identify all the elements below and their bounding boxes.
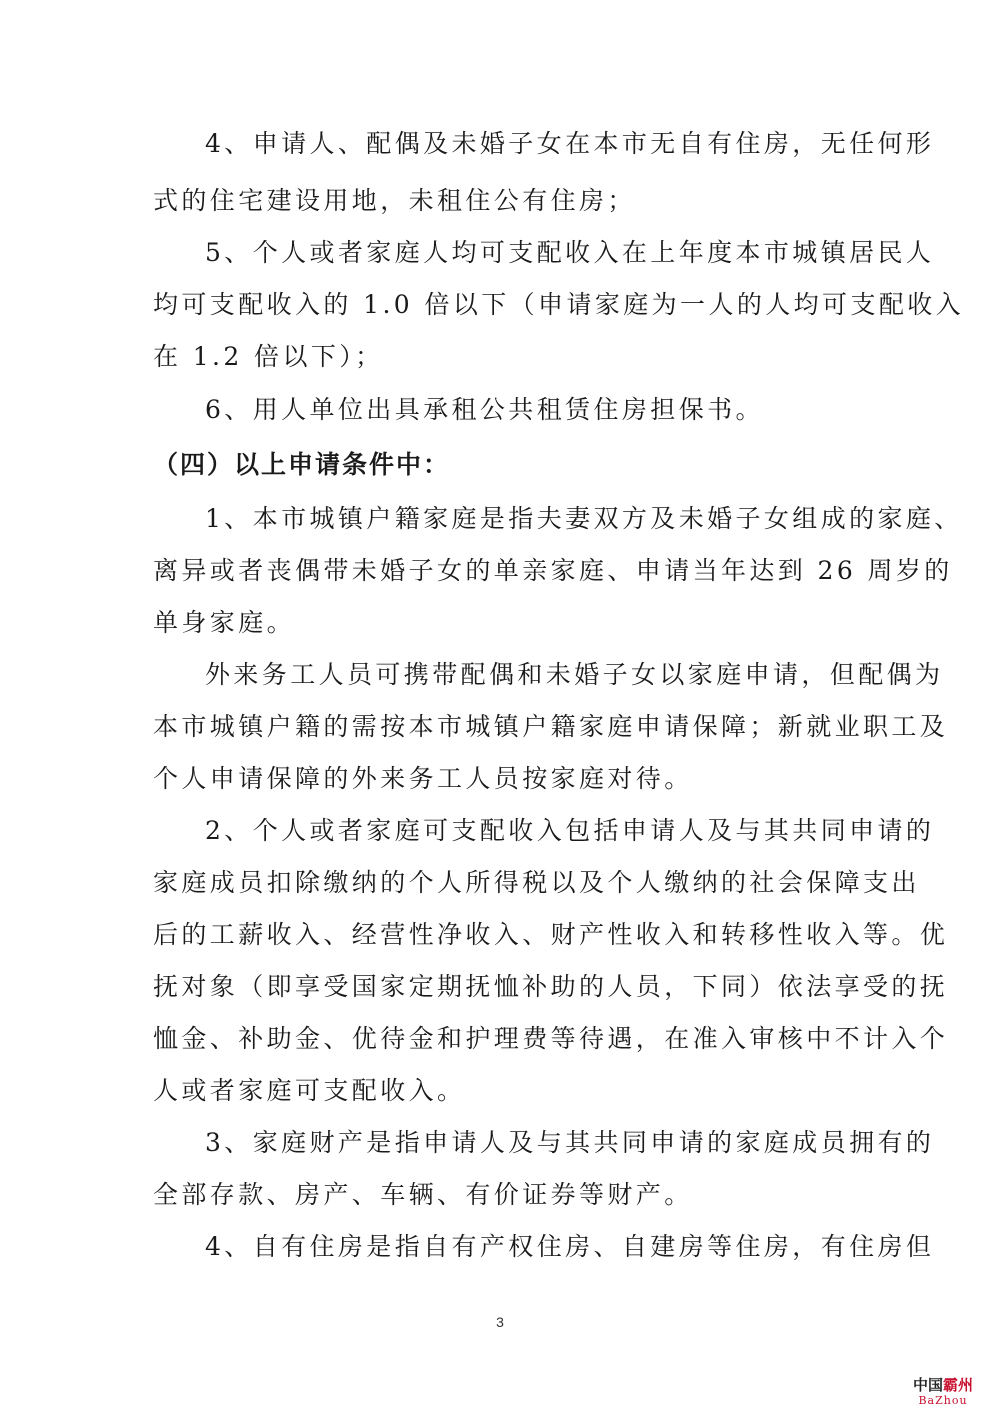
text-line: 人或者家庭可支配收入。 [153, 1076, 466, 1105]
watermark-brand-part2: 霸州 [943, 1376, 974, 1394]
text-line: 抚对象（即享受国家定期抚恤补助的人员，下同）依法享受的抚 [153, 972, 949, 1001]
section-heading: （四）以上申请条件中： [153, 450, 451, 479]
text-line: 家庭成员扣除缴纳的个人所得税以及个人缴纳的社会保障支出 [153, 868, 920, 897]
text-line: 4、申请人、配偶及未婚子女在本市无自有住房，无任何形 [205, 129, 935, 158]
watermark-latin: BaZhou [918, 1394, 968, 1407]
text-line: 外来务工人员可携带配偶和未婚子女以家庭申请，但配偶为 [205, 660, 944, 689]
text-line: 单身家庭。 [153, 608, 296, 637]
text-line: 6、用人单位出具承租公共租赁住房担保书。 [205, 395, 764, 424]
page-number: 3 [496, 1314, 504, 1330]
text-line: 均可支配收入的 1.0 倍以下（申请家庭为一人的人均可支配收入 [153, 290, 965, 319]
text-line: 5、个人或者家庭人均可支配收入在上年度本市城镇居民人 [205, 238, 935, 267]
text-line: 个人申请保障的外来务工人员按家庭对待。 [153, 764, 693, 793]
watermark-logo [898, 1376, 988, 1408]
text-line: 2、个人或者家庭可支配收入包括申请人及与其共同申请的 [205, 816, 935, 845]
text-line: 全部存款、房产、车辆、有价证券等财产。 [153, 1180, 693, 1209]
text-line: 式的住宅建设用地，未租住公有住房； [153, 186, 636, 215]
text-line: 4、自有住房是指自有产权住房、自建房等住房，有住房但 [205, 1232, 935, 1261]
text-line: 1、本市城镇户籍家庭是指夫妻双方及未婚子女组成的家庭、 [205, 504, 963, 533]
text-line: 3、家庭财产是指申请人及与其共同申请的家庭成员拥有的 [205, 1128, 935, 1157]
watermark-brand-part1: 中国 [912, 1376, 943, 1394]
text-line: 本市城镇户籍的需按本市城镇户籍家庭申请保障；新就业职工及 [153, 712, 949, 741]
text-line: 后的工薪收入、经营性净收入、财产性收入和转移性收入等。优 [153, 920, 949, 949]
text-line: 离异或者丧偶带未婚子女的单亲家庭、申请当年达到 26 周岁的 [153, 556, 953, 585]
text-line: 在 1.2 倍以下）； [153, 342, 384, 371]
text-line: 恤金、补助金、优待金和护理费等待遇，在准入审核中不计入个 [153, 1024, 949, 1053]
